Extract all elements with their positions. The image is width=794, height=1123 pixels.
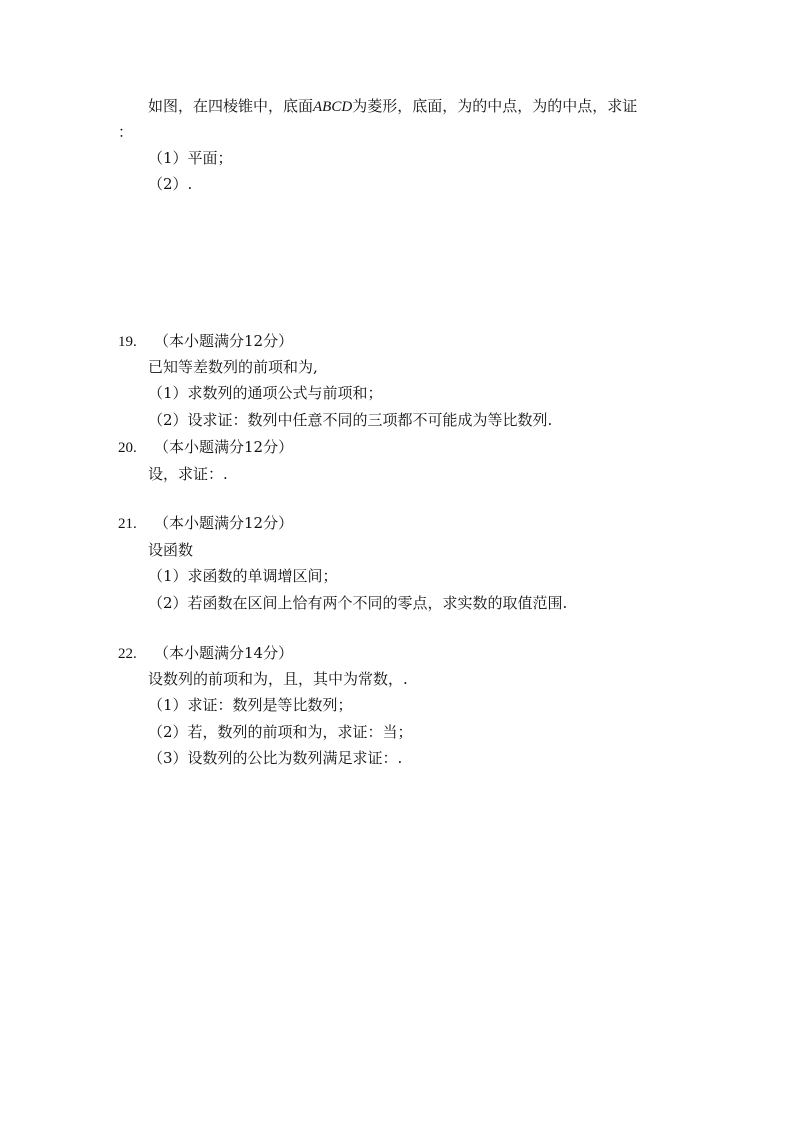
q20-stem: 设，求证：. xyxy=(148,465,228,483)
q22-part3: （3）设数列的公比为数列满足求证：. xyxy=(148,749,403,767)
q18-intro-colon: ： xyxy=(118,123,134,141)
q21-header-line xyxy=(118,513,293,534)
q18-intro-a: 如图，在四棱锥中，底面 xyxy=(148,97,314,115)
q21-part1: （1）求函数的单调增区间； xyxy=(148,567,338,585)
q18-part1: （1）平面； xyxy=(148,149,233,167)
q19-number: 19. xyxy=(118,334,137,350)
q20-number: 20. xyxy=(118,440,137,456)
q22-part2: （2）若，数列的前项和为，求证：当； xyxy=(148,723,413,741)
q21-header: （本小题满分12分） xyxy=(154,514,294,532)
q20-header-line xyxy=(118,437,293,458)
q19-header: （本小题满分12分） xyxy=(154,332,294,350)
q19-part2: （2）设求证：数列中任意不同的三项都不可能成为等比数列. xyxy=(148,411,553,429)
q19-part1: （1）求数列的通项公式与前项和； xyxy=(148,384,383,402)
q18-intro xyxy=(148,96,637,117)
q22-header-line xyxy=(118,643,293,664)
q21-part2: （2）若函数在区间上恰有两个不同的零点，求实数的取值范围. xyxy=(148,594,568,612)
q18-intro-abcd: ABCD xyxy=(313,99,353,115)
q18-part2: （2）. xyxy=(148,175,193,193)
q19-header-line xyxy=(118,331,293,352)
q22-part1: （1）求证：数列是等比数列； xyxy=(148,696,353,714)
q22-number: 22. xyxy=(118,646,137,662)
q21-stem: 设函数 xyxy=(148,541,194,559)
q22-stem: 设数列的前项和为，且，其中为常数，. xyxy=(148,670,408,688)
q21-number: 21. xyxy=(118,516,137,532)
q20-header: （本小题满分12分） xyxy=(154,438,294,456)
q18-intro-b: 为菱形，底面，为的中点，为的中点，求证 xyxy=(352,97,638,115)
q22-header: （本小题满分14分） xyxy=(154,644,294,662)
q19-stem: 已知等差数列的前项和为, xyxy=(148,358,318,376)
